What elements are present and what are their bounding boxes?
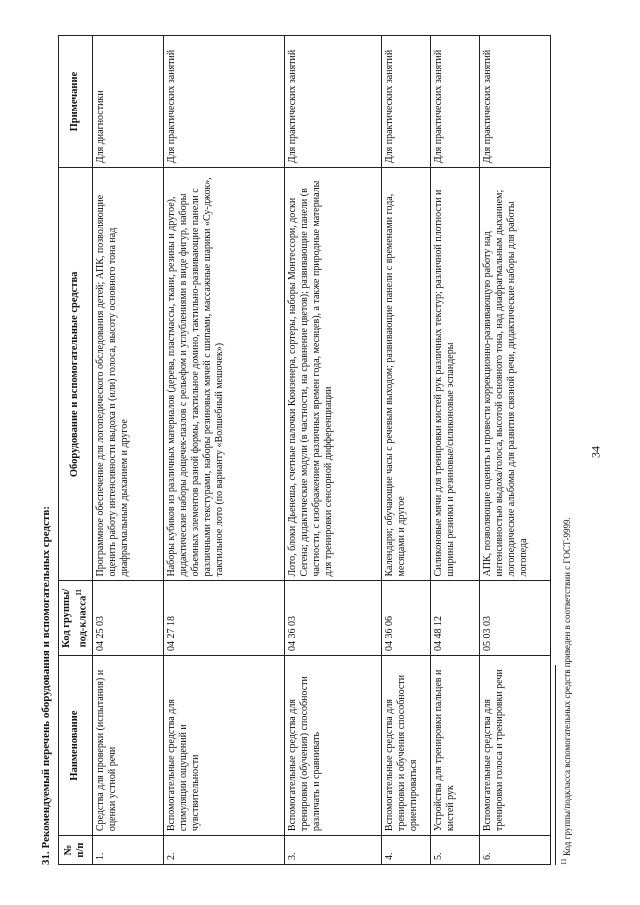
- row-code: 04 36 06: [381, 581, 430, 655]
- row-num: 6.: [479, 836, 550, 865]
- row-num: 2.: [163, 836, 284, 865]
- row-note: Для диагностики: [92, 36, 163, 168]
- rotated-page-content: [40, 35, 600, 865]
- header-equipment: Оборудование и вспомогательные средства: [59, 168, 93, 581]
- table-row: [163, 36, 284, 865]
- table-row: [284, 36, 381, 865]
- header-code: [59, 581, 93, 655]
- row-equipment: Лото, блоки Дьенеша, счетные палочки Кюизенера, сортеры, наборы Монтессори, доски Сегена; дидактические модули (в частности, на сравнение цветов); развивающие панели (в частности, с изображением различных времен года, месяцев), а также природные материалы для тренировки сенсорной дифференциации: [284, 168, 381, 581]
- row-name: Средства для проверки (испытания) и оценки устной речи: [92, 655, 163, 835]
- row-code: 05 03 03: [479, 581, 550, 655]
- header-note: Примечание: [59, 36, 93, 168]
- footnote-marker: 11: [560, 858, 568, 865]
- table-row: [92, 36, 163, 865]
- row-equipment: Наборы кубиков из различных материалов (дерева, пластмассы, ткани, резины и другое), дидактические наборы дощечек-пазлов с рельефом и углублениями в виде фигур, наборы объемных элементов разной формы, тактильное домино, тактильно-развивающие панели с различными текстурами, наборы резиновых мячей с шипами, массажные шарики «Су-джок», тактильное лото (по варианту «Волшебный мешочек»): [163, 168, 284, 581]
- row-name: Устройства для тренировки пальцев и кистей рук: [430, 655, 479, 835]
- header-code-footnote-marker: 11: [75, 589, 83, 596]
- header-num: № п/п: [59, 836, 93, 865]
- row-code: 04 27 18: [163, 581, 284, 655]
- row-equipment: Программное обеспечение для логопедического обследования детей; АПК, позволяющие оценить работу интенсивности выдоха и (или) голоса, высоту основного тона над диафрагмальным дыханием и другое: [92, 168, 163, 581]
- row-equipment: Силиконовые мячи для тренировки кистей рук различных текстур; различной плотности и ширины резинки и резиновые/силиконовые эспандеры: [430, 168, 479, 581]
- row-num: 1.: [92, 836, 163, 865]
- equipment-table: [58, 35, 551, 865]
- row-code: 04 25 03: [92, 581, 163, 655]
- section-heading: 31. Рекомендуемый перечень оборудования и вспомогательных средств:: [40, 506, 52, 865]
- row-code: 04 48 12: [430, 581, 479, 655]
- row-note: Для практических занятий: [430, 36, 479, 168]
- row-note: Для практических занятий: [479, 36, 550, 168]
- row-name: Вспомогательные средства для тренировки (обучения) способности различать и сравнивать: [284, 655, 381, 835]
- row-num: 4.: [381, 836, 430, 865]
- row-note: Для практических занятий: [381, 36, 430, 168]
- footnote-divider: [555, 665, 556, 865]
- row-name: Вспомогательные средства для тренировки голоса и тренировки речи: [479, 655, 550, 835]
- header-code-label: Код группы/под-класса: [61, 588, 89, 648]
- row-code: 04 36 03: [284, 581, 381, 655]
- row-name: Вспомогательные средства для стимуляции ощущений и чувствительности: [163, 655, 284, 835]
- row-equipment: АПК, позволяющие оценить и провести коррекционно-развивающую работу над интенсивностью выдоха/голоса, высотой основного тона, над диафрагмальным дыханием; логопедические альбомы для развития связной речи, дидактические наборы для работы логопеда: [479, 168, 550, 581]
- table-row: [381, 36, 430, 865]
- table-header-row: [59, 36, 93, 865]
- header-name: Наименование: [59, 655, 93, 835]
- table-row: [479, 36, 550, 865]
- table-row: [430, 36, 479, 865]
- page-number: 34: [588, 446, 603, 458]
- row-name: Вспомогательные средства для тренировки и обучения способности ориентироваться: [381, 655, 430, 835]
- row-num: 3.: [284, 836, 381, 865]
- row-note: Для практических занятий: [163, 36, 284, 168]
- footnote-text: Код группы/подкласса вспомогательных средств приведен в соответствии с ГОСТ-9999.: [562, 517, 572, 856]
- row-note: Для практических занятий: [284, 36, 381, 168]
- footnote: [555, 345, 572, 865]
- row-equipment: Календари; обучающие часы с речевым выходом; развивающие панели с временами года, месяцами и другое: [381, 168, 430, 581]
- row-num: 5.: [430, 836, 479, 865]
